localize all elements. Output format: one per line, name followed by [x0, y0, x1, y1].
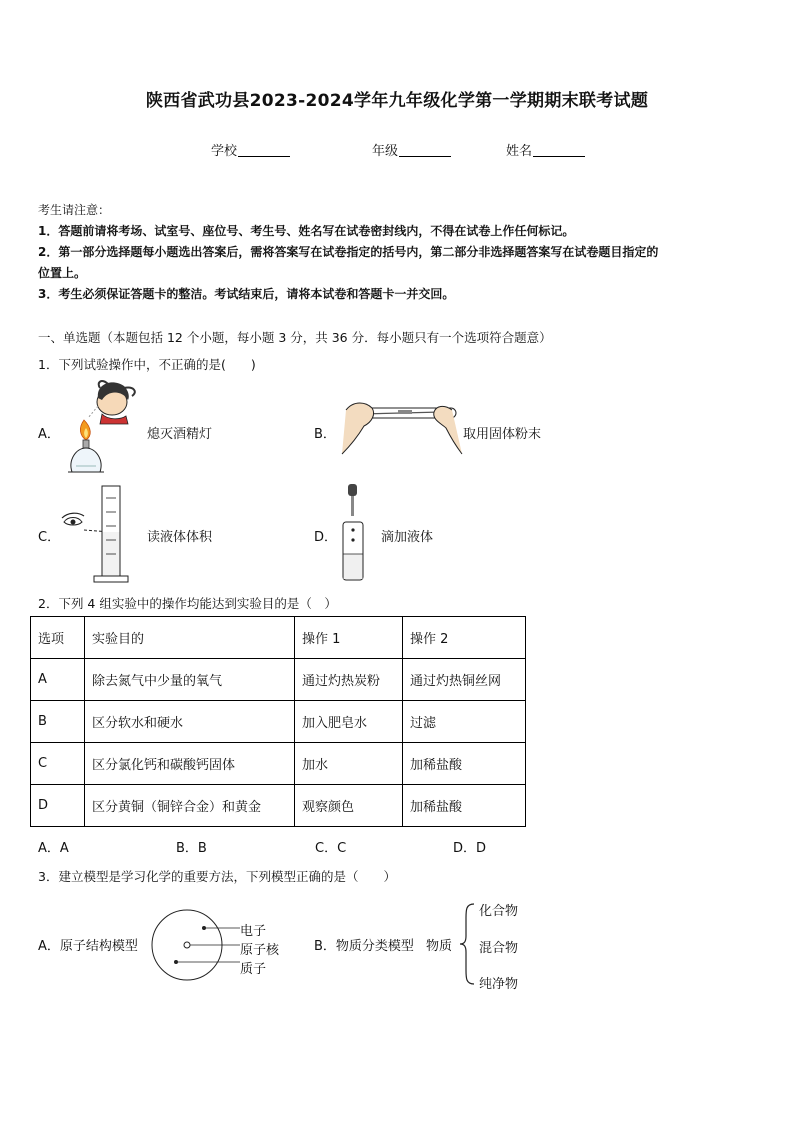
- table-header-cell: 选项: [31, 617, 85, 659]
- q3-stem: 3．建立模型是学习化学的重要方法，下列模型正确的是（ ）: [38, 869, 396, 884]
- table-cell: D: [31, 785, 85, 827]
- alcohol-lamp-blowing-figure: [62, 380, 142, 478]
- table-cell: A: [31, 659, 85, 701]
- school-field: 学校: [211, 140, 290, 159]
- classification-root: 物质: [426, 939, 453, 954]
- notice-item-1: 1．答题前请将考场、试室号、座位号、考生号、姓名写在试卷密封线内，不得在试卷上作任何标记。: [38, 224, 575, 238]
- q2-choice-d: D．D: [453, 841, 487, 856]
- q2-choice-c: C．C: [315, 841, 347, 856]
- q2-stem: 2．下列 4 组实验中的操作均能达到实验目的是（ ）: [38, 596, 337, 611]
- table-header-cell: 操作 2: [403, 617, 526, 659]
- table-cell: 区分软水和硬水: [85, 701, 295, 743]
- q1-option-c-letter: C．: [38, 530, 61, 545]
- q1-option-a-caption: 熄灭酒精灯: [147, 427, 213, 442]
- q1-option-b-letter: B．: [314, 427, 336, 442]
- q2-choice-b: B．B: [176, 841, 207, 856]
- notice-item-2-cont: 位置上。: [38, 266, 87, 280]
- q1-option-a-letter: A．: [38, 427, 60, 442]
- classification-branch: 纯净物: [479, 977, 519, 992]
- notice-heading: 考生请注意：: [38, 203, 111, 217]
- q2-choice-a: A．A: [38, 841, 69, 856]
- table-cell: 除去氮气中少量的氧气: [85, 659, 295, 701]
- q1-stem: 1．下列试验操作中，不正确的是( ): [38, 357, 256, 372]
- table-cell: 加水: [295, 743, 403, 785]
- atom-part-label: 质子: [240, 962, 267, 977]
- table-cell: 区分氯化钙和碳酸钙固体: [85, 743, 295, 785]
- table-cell: B: [31, 701, 85, 743]
- page-title: 陕西省武功县2023-2024学年九年级化学第一学期期末联考试题: [145, 91, 649, 111]
- atom-part-label: 原子核: [240, 943, 280, 958]
- table-cell: 加入肥皂水: [295, 701, 403, 743]
- classification-branch: 化合物: [479, 904, 519, 919]
- section-heading: 一、单选题（本题包括 12 个小题，每小题 3 分，共 36 分．每小题只有一个选项符合题意）: [38, 330, 552, 345]
- atom-model-diagram: [150, 908, 242, 982]
- table-header-row: [31, 617, 526, 659]
- table-header-cell: 操作 1: [295, 617, 403, 659]
- notice-item-2: 2．第一部分选择题每小题选出答案后，需将答案写在试卷指定的括号内，第二部分非选择题答案写在试卷题目指定的: [38, 245, 659, 259]
- school-blank[interactable]: [238, 144, 290, 157]
- table-row: [31, 785, 526, 827]
- table-cell: 加稀盐酸: [403, 743, 526, 785]
- brace-icon: [458, 902, 476, 986]
- experiment-table: [30, 616, 526, 827]
- table-cell: 通过灼热铜丝网: [403, 659, 526, 701]
- notice-item-3: 3．考生必须保证答题卡的整洁。考试结束后，请将本试卷和答题卡一并交回。: [38, 287, 455, 301]
- graduated-cylinder-figure: [60, 482, 132, 584]
- dropper-test-tube-figure: [338, 482, 368, 584]
- q1-option-b-caption: 取用固体粉末: [463, 427, 542, 442]
- test-tube-powder-figure: [338, 396, 464, 460]
- table-cell: 观察颜色: [295, 785, 403, 827]
- table-row: [31, 701, 526, 743]
- classification-branch: 混合物: [479, 941, 519, 956]
- q3-option-b-label: B．物质分类模型: [314, 939, 414, 954]
- table-cell: 通过灼热炭粉: [295, 659, 403, 701]
- q1-option-d-caption: 滴加液体: [381, 530, 434, 545]
- name-field: 姓名: [506, 140, 585, 159]
- table-row: [31, 659, 526, 701]
- table-cell: 过滤: [403, 701, 526, 743]
- grade-blank[interactable]: [399, 144, 451, 157]
- table-row: [31, 743, 526, 785]
- grade-field: 年级: [372, 140, 451, 159]
- q1-option-c-caption: 读液体体积: [147, 530, 213, 545]
- name-blank[interactable]: [533, 144, 585, 157]
- table-cell: 区分黄铜（铜锌合金）和黄金: [85, 785, 295, 827]
- table-header-cell: 实验目的: [85, 617, 295, 659]
- q3-option-a-label: A．原子结构模型: [38, 939, 138, 954]
- table-cell: C: [31, 743, 85, 785]
- atom-part-label: 电子: [240, 924, 267, 939]
- q1-option-d-letter: D．: [314, 530, 338, 545]
- table-cell: 加稀盐酸: [403, 785, 526, 827]
